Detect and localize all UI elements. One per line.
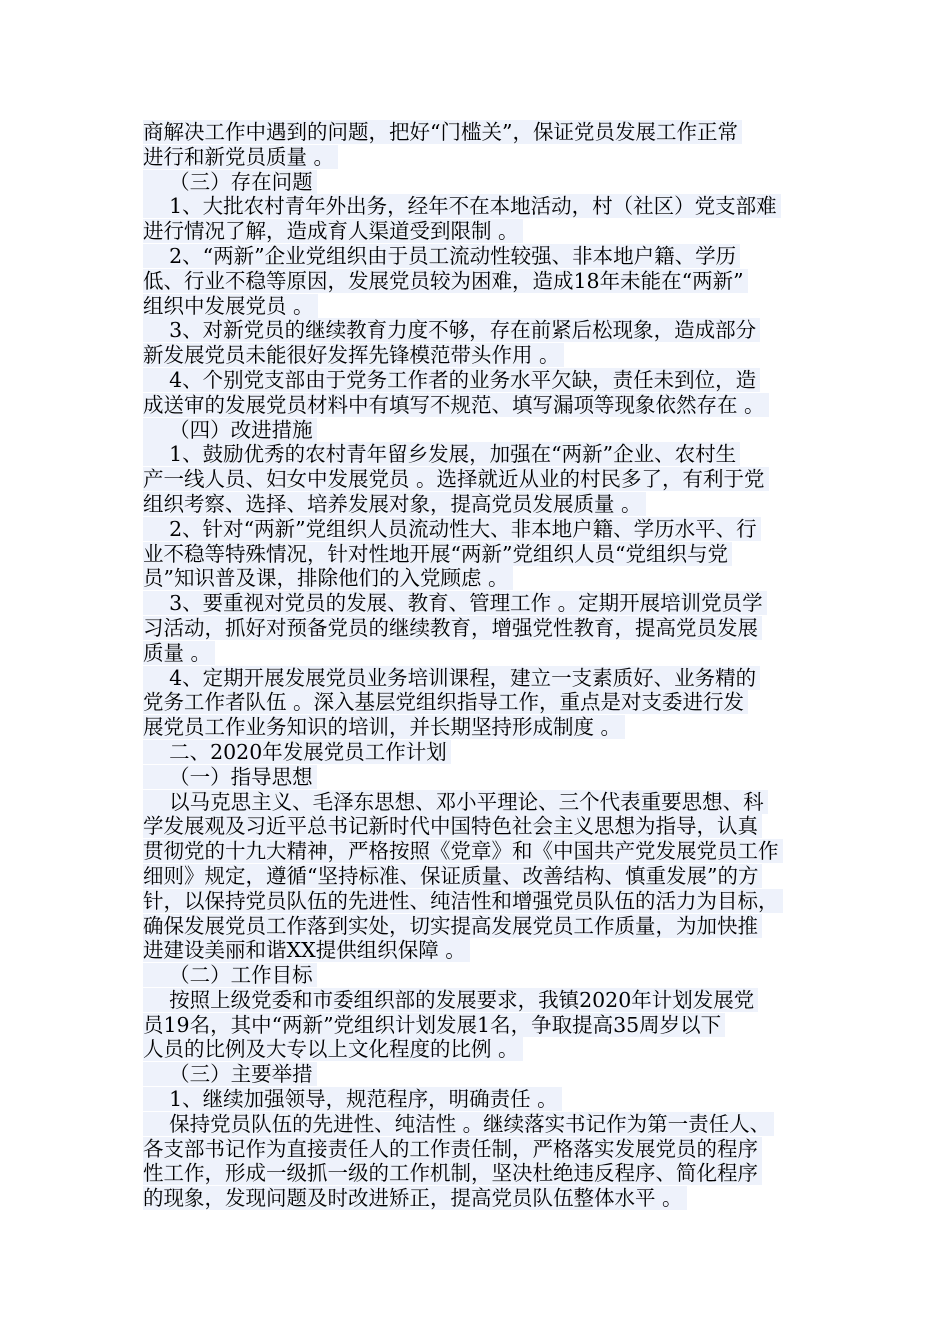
document-line-text: 以马克思主义、毛泽东思想、邓小平理论、三个代表重要思想、科 — [143, 790, 768, 814]
document-line — [143, 194, 833, 219]
document-line-text: （二）工作目标 — [143, 963, 317, 987]
document-line — [143, 1112, 833, 1137]
document-line-text: 1、鼓励优秀的农村青年留乡发展，加强在“两新”企业、农村生 — [143, 442, 740, 466]
document-line-text: 人员的比例及大专以上文化程度的比例 。 — [143, 1037, 523, 1061]
document-line — [143, 418, 833, 443]
document-line — [143, 666, 833, 691]
document-line-text: 1、继续加强领导，规范程序，明确责任 。 — [143, 1087, 562, 1111]
document-line — [143, 914, 833, 939]
document-line — [143, 294, 833, 319]
document-line-text: 展党员工作业务知识的培训，并长期坚持形成制度 。 — [143, 715, 625, 739]
document-line-text: 1、大批农村青年外出务，经年不在本地活动，村（社区）党支部难 — [143, 194, 781, 218]
document-line — [143, 517, 833, 542]
document-line — [143, 244, 833, 269]
document-line — [143, 938, 833, 963]
document-line — [143, 442, 833, 467]
document-line — [143, 1037, 833, 1062]
document-line-text: （四）改进措施 — [143, 418, 317, 442]
document-line-text: 的现象，发现问题及时改进矫正，提高党员队伍整体水平 。 — [143, 1186, 687, 1210]
document-line-text: 员19名，其中“两新”党组织计划发展1名，争取提高35周岁以下 — [143, 1013, 725, 1037]
document-line — [143, 120, 833, 145]
document-line — [143, 343, 833, 368]
document-line — [143, 269, 833, 294]
document-line-text: 细则》规定，遵循“坚持标准、保证质量、改善结构、慎重发展”的方 — [143, 864, 762, 888]
document-line-text: 二、2020年发展党员工作计划 — [143, 740, 451, 764]
document-line — [143, 1161, 833, 1186]
document-line-text: 进行和新党员质量 。 — [143, 145, 338, 169]
document-line — [143, 963, 833, 988]
document-line — [143, 145, 833, 170]
document-line-text: 习活动，抓好对预备党员的继续教育，增强党性教育，提高党员发展 — [143, 616, 762, 640]
document-line — [143, 1186, 833, 1211]
document-line-text: 员”知识普及课，排除他们的入党顾虑 。 — [143, 566, 513, 590]
document-line-text: 组织中发展党员 。 — [143, 294, 318, 318]
document-line-text: 保持党员队伍的先进性、纯洁性 。继续落实书记作为第一责任人、 — [143, 1112, 774, 1136]
document-line-text: 进行情况了解，造成育人渠道受到限制 。 — [143, 219, 523, 243]
document-line-text: 新发展党员未能很好发挥先锋模范带头作用 。 — [143, 343, 564, 367]
document-line — [143, 368, 833, 393]
document-line — [143, 715, 833, 740]
document-line — [143, 1062, 833, 1087]
document-line-text: 成送审的发展党员材料中有填写不规范、填写漏项等现象依然存在 。 — [143, 393, 769, 417]
document-line-text: 进建设美丽和谐XX提供组织保障 。 — [143, 938, 470, 962]
document-line-text: （三）主要举措 — [143, 1062, 317, 1086]
document-line-text: 贯彻党的十九大精神，严格按照《党章》和《中国共产党发展党员工作 — [143, 839, 783, 863]
document-line — [143, 219, 833, 244]
document-line-text: 学发展观及习近平总书记新时代中国特色社会主义思想为指导，认真 — [143, 814, 762, 838]
document-line — [143, 1137, 833, 1162]
document-line-text: 4、个别党支部由于党务工作者的业务水平欠缺，责任未到位，造 — [143, 368, 760, 392]
document-line — [143, 690, 833, 715]
document-line — [143, 889, 833, 914]
document-line — [143, 393, 833, 418]
document-line-text: （一）指导思想 — [143, 765, 317, 789]
document-line-text: 3、要重视对党员的发展、教育、管理工作 。定期开展培训党员学 — [143, 591, 767, 615]
document-line — [143, 814, 833, 839]
document-line-text: 组织考察、选择、培养发展对象，提高党员发展质量 。 — [143, 492, 646, 516]
document-line — [143, 740, 833, 765]
document-line — [143, 1087, 833, 1112]
document-line-text: 3、对新党员的继续教育力度不够，存在前紧后松现象，造成部分 — [143, 318, 760, 342]
document-line-text: 产一线人员、妇女中发展党员 。选择就近从业的村民多了，有利于党 — [143, 467, 769, 491]
document-line — [143, 542, 833, 567]
document-line — [143, 492, 833, 517]
document-line-text: 各支部书记作为直接责任人的工作责任制，严格落实发展党员的程序 — [143, 1137, 762, 1161]
document-line-text: 确保发展党员工作落到实处，切实提高发展党员工作质量，为加快推 — [143, 914, 762, 938]
document-line — [143, 591, 833, 616]
document-line — [143, 467, 833, 492]
document-line — [143, 318, 833, 343]
document-line-text: 4、定期开展发展党员业务培训课程，建立一支素质好、业务精的 — [143, 666, 760, 690]
document-line-text: 2、“两新”企业党组织由于员工流动性较强、非本地户籍、学历 — [143, 244, 740, 268]
document-line — [143, 839, 833, 864]
document-line — [143, 765, 833, 790]
document-line — [143, 566, 833, 591]
document-body — [143, 120, 833, 1211]
document-line-text: 质量 。 — [143, 641, 215, 665]
document-line — [143, 1013, 833, 1038]
document-line — [143, 790, 833, 815]
document-line-text: 业不稳等特殊情况，针对性地开展“两新”党组织人员“党组织与党 — [143, 542, 732, 566]
document-line-text: 性工作，形成一级抓一级的工作机制，坚决杜绝违反程序、简化程序 — [143, 1161, 762, 1185]
document-line-text: 党务工作者队伍 。深入基层党组织指导工作，重点是对支委进行发 — [143, 690, 748, 714]
document-line — [143, 864, 833, 889]
document-line — [143, 988, 833, 1013]
document-line — [143, 616, 833, 641]
document-line-text: （三）存在问题 — [143, 170, 317, 194]
document-line-text: 按照上级党委和市委组织部的发展要求，我镇2020年计划发展党 — [143, 988, 758, 1012]
document-line-text: 低、行业不稳等原因，发展党员较为困难，造成18年未能在“两新” — [143, 269, 748, 293]
document-line — [143, 170, 833, 195]
document-line-text: 2、针对“两新”党组织人员流动性大、非本地户籍、学历水平、行 — [143, 517, 761, 541]
document-line-text: 商解决工作中遇到的问题，把好“门槛关”，保证党员发展工作正常 — [143, 120, 742, 144]
document-line — [143, 641, 833, 666]
document-line-text: 针，以保持党员队伍的先进性、纯洁性和增强党员队伍的活力为目标， — [143, 889, 783, 913]
